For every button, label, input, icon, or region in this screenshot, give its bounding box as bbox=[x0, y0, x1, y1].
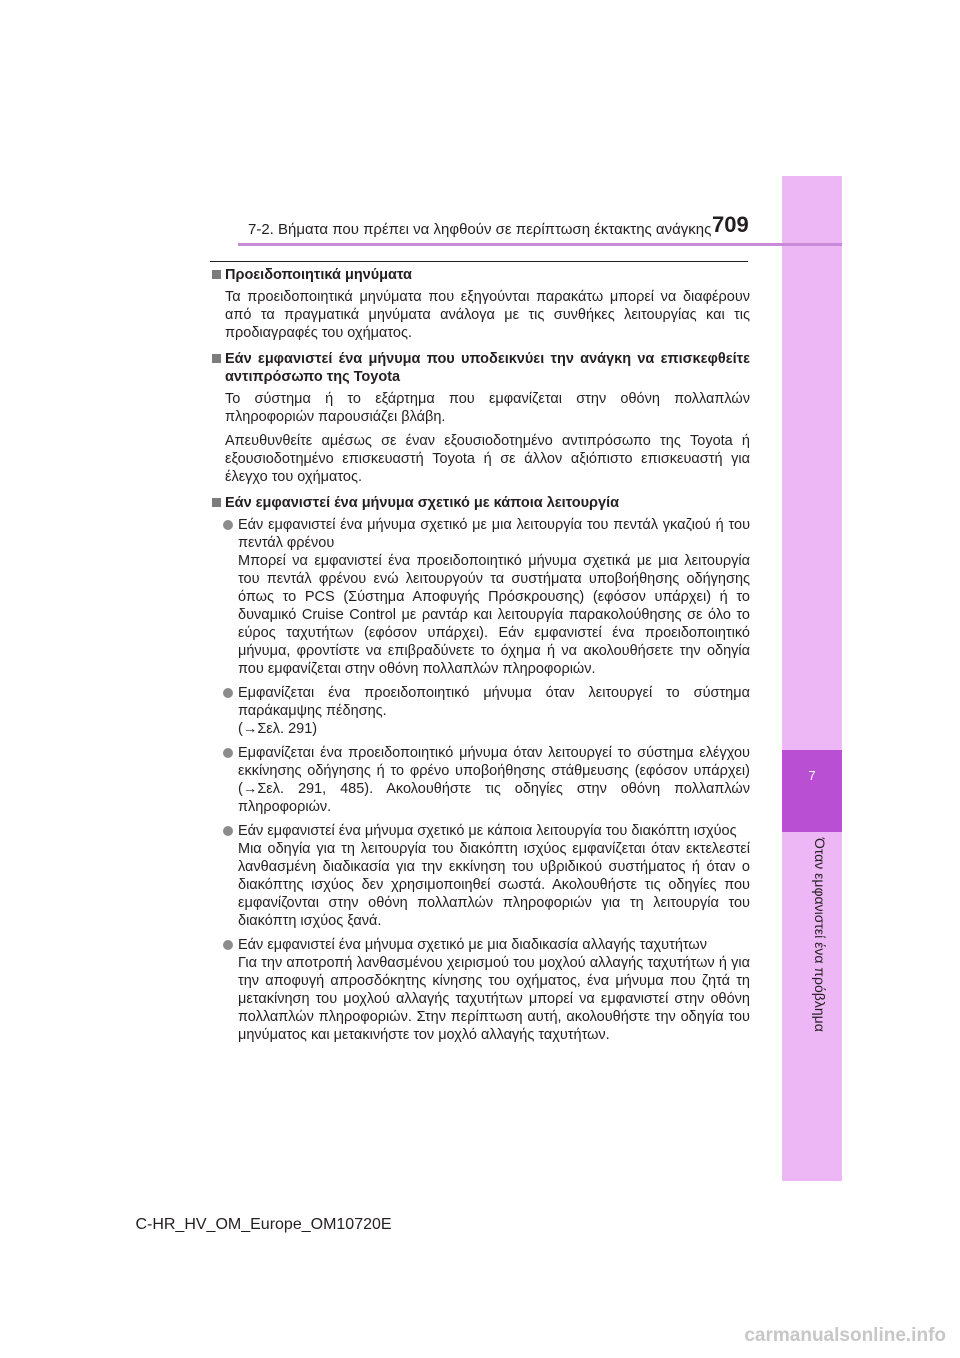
bullet-lead: Εάν εμφανιστεί ένα μήνυμα σχετικό με μια λειτουργία του πεντάλ γκαζιού ή του πεντάλ φρένου bbox=[238, 517, 750, 551]
circle-bullet-icon bbox=[223, 520, 233, 530]
chapter-title: Όταν εμφανιστεί ένα πρόβλημα bbox=[812, 838, 828, 1032]
section-warning-messages bbox=[210, 266, 750, 342]
bullet-text: Για την αποτροπή λανθασμένου χειρισμού του μοχλού αλλαγής ταχυτήτων ή για την αποφυγή απροσδόκητης κίνησης του οχήματος, ένα μήνυμα που ζητά τη μετακίνηση του μοχλού αλλαγής ταχυτήτων μπορεί να εμφανιστεί στην οθόνη πολλαπλών πληροφοριών. Στην περίπτωση αυτή, ακολουθήστε την οδηγία του μηνύματος και μετακινήστε τον μοχλό αλλαγής ταχυτήτων. bbox=[238, 955, 750, 1043]
list-item bbox=[223, 822, 750, 930]
section-heading bbox=[210, 350, 750, 386]
circle-bullet-icon bbox=[223, 940, 233, 950]
chapter-number: 7 bbox=[808, 768, 816, 783]
section-title: Εάν εμφανιστεί ένα μήνυμα που υποδεικνύει την ανάγκη να επισκεφθείτε αντιπρόσωπο της Toyota bbox=[225, 351, 750, 385]
circle-bullet-icon bbox=[223, 748, 233, 758]
section-function-messages bbox=[210, 494, 750, 1044]
square-bullet-icon bbox=[212, 270, 221, 279]
content-rule bbox=[210, 261, 748, 262]
bullet-lead: Εμφανίζεται ένα προειδοποιητικό μήνυμα όταν λειτουργεί το σύστημα ελέγχου εκκίνησης οδήγησης ή το φρένο υποβοήθησης στάθμευσης (εφόσον υπάρχει) (→Σελ. 291, 485). Ακολουθήστε τις οδηγίες στην οθόνη πολλαπλών πληροφοριών. bbox=[238, 745, 750, 815]
square-bullet-icon bbox=[212, 498, 221, 507]
circle-bullet-icon bbox=[223, 826, 233, 836]
paragraph: Τα προειδοποιητικά μηνύματα που εξηγούνται παρακάτω μπορεί να διαφέρουν από τα πραγματικά μηνύματα ανάλογα με τις συνθήκες λειτουργίας και τις προδιαγραφές του οχήματος. bbox=[225, 289, 750, 341]
side-tab-upper bbox=[782, 176, 842, 750]
section-title: Προειδοποιητικά μηνύματα bbox=[225, 267, 412, 283]
section-heading bbox=[210, 494, 750, 512]
list-item bbox=[223, 744, 750, 816]
header-rule bbox=[238, 243, 842, 246]
bullet-text: Μια οδηγία για τη λειτουργία του διακόπτη ισχύος εμφανίζεται όταν εκτελεστεί λανθασμένη διαδικασία για την εκκίνηση του υβριδικού συστήματος ή όταν ο διακόπτης ισχύος δεν χρησιμοποιηθεί σωστά. Ακολουθήστε τις οδηγίες που εμφανίζονται στην οθόνη πολλαπλών πληροφοριών για τη λειτουργία του διακόπτη ισχύος ξανά. bbox=[238, 841, 750, 929]
list-item bbox=[223, 516, 750, 678]
section-heading bbox=[210, 266, 750, 284]
running-header: 7-2. Βήματα που πρέπει να ληφθούν σε περίπτωση έκτακτης ανάγκης bbox=[248, 221, 712, 238]
square-bullet-icon bbox=[212, 354, 221, 363]
document-code-footer: C-HR_HV_OM_Europe_OM10720E bbox=[135, 1216, 392, 1233]
circle-bullet-icon bbox=[223, 688, 233, 698]
paragraph: Απευθυνθείτε αμέσως σε έναν εξουσιοδοτημένο αντιπρόσωπο της Toyota ή εξουσιοδοτημένο επισκευαστή Toyota ή σε άλλον αξιόπιστο επισκευαστή για έλεγχο του οχήματος. bbox=[225, 433, 750, 485]
watermark: carmanualsonline.info bbox=[744, 1325, 946, 1346]
page-number: 709 bbox=[712, 212, 749, 237]
list-item bbox=[223, 936, 750, 1044]
bullet-lead: Εμφανίζεται ένα προειδοποιητικό μήνυμα όταν λειτουργεί το σύστημα παράκαμψης πέδησης. bbox=[238, 685, 750, 719]
chapter-tab bbox=[782, 750, 842, 832]
bullet-lead: Εάν εμφανιστεί ένα μήνυμα σχετικό με μια διαδικασία αλλαγής ταχυτήτων bbox=[238, 937, 707, 953]
bullet-lead: Εάν εμφανιστεί ένα μήνυμα σχετικό με κάποια λειτουργία του διακόπτη ισχύος bbox=[238, 823, 737, 839]
page-reference[interactable]: (→Σελ. 291) bbox=[238, 721, 318, 737]
section-title: Εάν εμφανιστεί ένα μήνυμα σχετικό με κάποια λειτουργία bbox=[225, 495, 620, 511]
bullet-text: Μπορεί να εμφανιστεί ένα προειδοποιητικό μήνυμα σχετικά με μια λειτουργία του πεντάλ φρένου ενώ λειτουργούν τα συστήματα υποβοήθησης οδήγησης όπως το PCS (Σύστημα Αποφυγής Πρόσκρουσης) (εφόσον υπάρχει) ή το δυναμικό Cruise Control με ραντάρ και λειτουργία παρακολούθησης σε όλο το εύρος ταχυτήτων (εφόσον υπάρχει). Εάν εμφανιστεί ένα προειδοποιητικό μήνυμα, φροντίστε να επιβραδύνετε το όχημα ή να ακολουθήσετε την οδηγία που εμφανίζεται στην οθόνη πολλαπλών πληροφοριών. bbox=[238, 553, 750, 677]
list-item bbox=[223, 684, 750, 738]
section-visit-dealer bbox=[210, 350, 750, 486]
page-content bbox=[210, 266, 750, 1052]
paragraph: Το σύστημα ή το εξάρτημα που εμφανίζεται στην οθόνη πολλαπλών πληροφοριών παρουσιάζει βλάβη. bbox=[225, 391, 750, 425]
